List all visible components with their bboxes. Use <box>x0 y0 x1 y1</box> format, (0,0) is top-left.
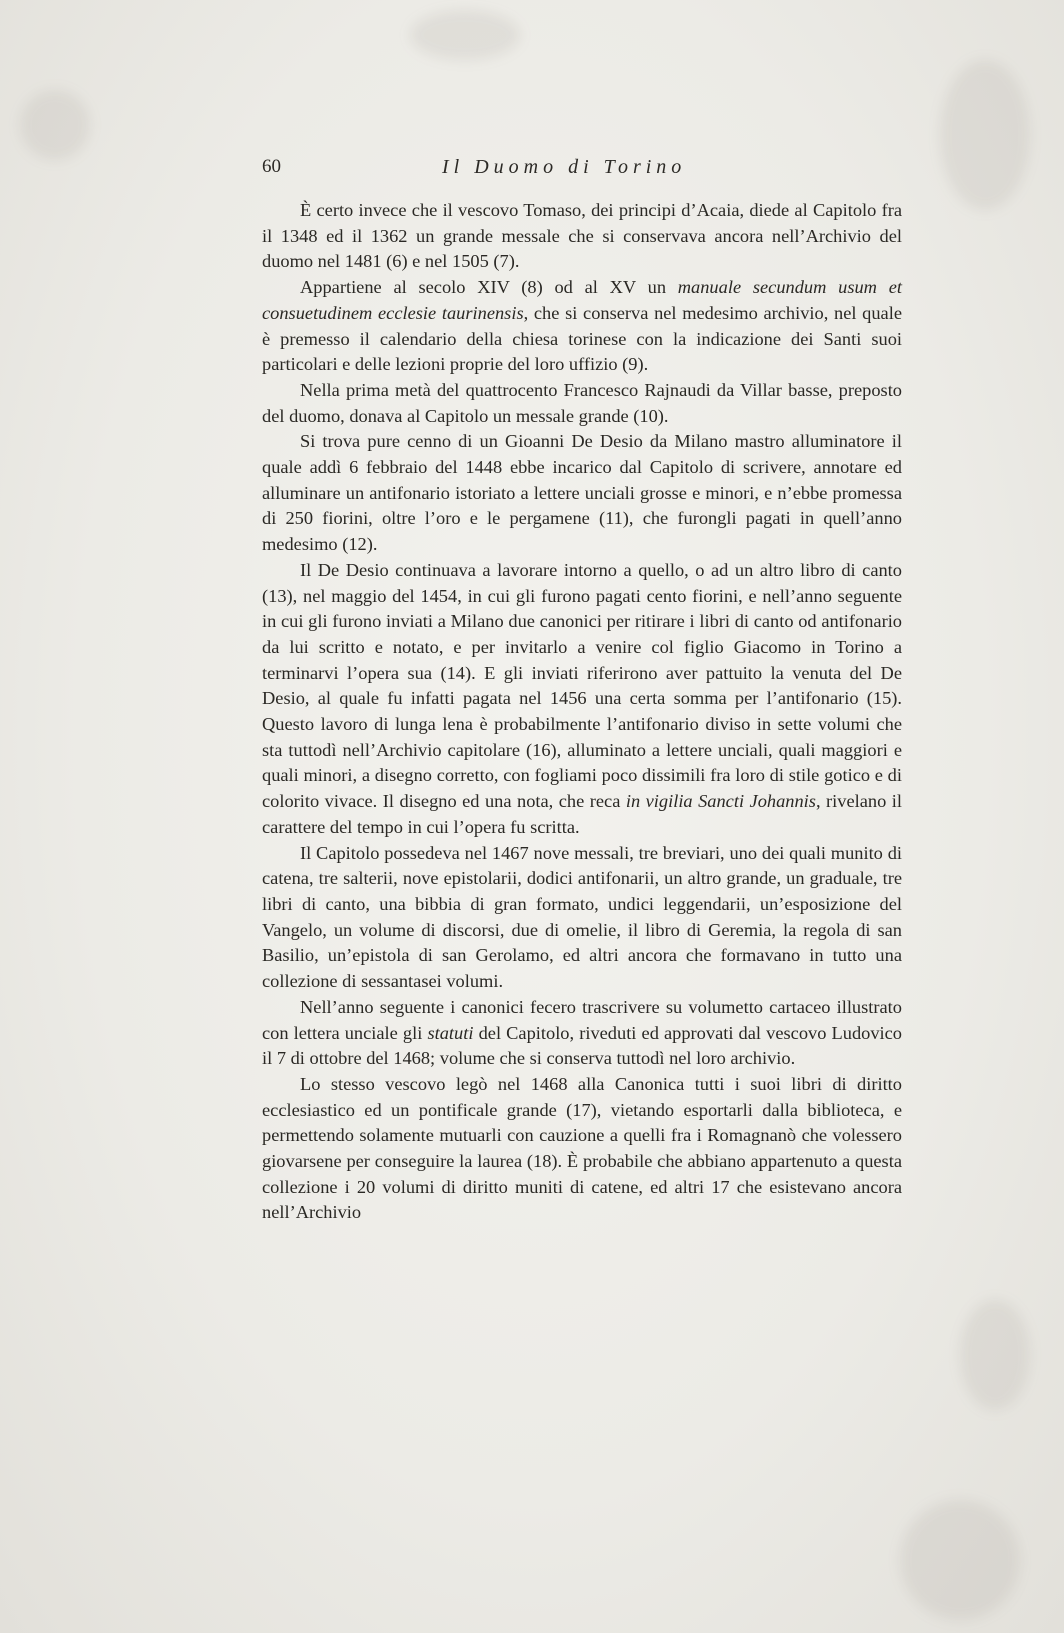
paragraph <box>262 558 902 841</box>
page-header <box>262 156 902 184</box>
text-run: , che si conserva nel medesimo archivio, nel quale è premesso il calendario della chiesa torinese con la indicazione dei Santi suoi particolari e delle lezioni proprie del loro uffizio (9). <box>262 302 902 375</box>
paragraph <box>262 995 902 1072</box>
paragraph <box>262 429 902 558</box>
text-run: È certo invece che il vescovo Tomaso, dei principi d’Acaia, diede al Capitolo fra il 1348 ed il 1362 un grande messale che si conservava ancora nell’Archivio del duomo nel 1481 (6) e nel 1505 (7). <box>262 200 902 272</box>
page-stain <box>940 60 1030 210</box>
paragraph <box>262 841 902 995</box>
page-stain <box>20 90 90 160</box>
text-run: Il Capitolo possedeva nel 1467 nove messali, tre breviari, uno dei quali munito di catena, tre salterii, nove epistolarii, dodici antifonarii, un altro grande, un graduale, tre libri di canto, una bibbia di gran formato, undici leggendarii, un’esposizione del Vangelo, un volume di discorsi, due di omelie, il libro di Geremia, la regola di san Basilio, un’epistola di san Gerolamo, ed altri ancora che formavano in tutto una collezione di sessantasei volumi. <box>262 842 902 992</box>
text-run: Si trova pure cenno di un Gioanni De Desio da Milano mastro alluminatore il quale addì 6 febbraio del 1448 ebbe incarico dal Capitolo di scrivere, annotare ed alluminare un antifonario istoriato a lettere unciali grosse e minori, e n’ebbe promessa di 250 fiorini, oltre l’oro e le pergamene (11), che furongli pagati in quell’anno medesimo (12). <box>262 431 902 555</box>
text-run: , rivelano il carattere del tempo in cui l’opera fu scritta. <box>262 791 902 837</box>
text-run: Appartiene al secolo XIV (8) od al XV un <box>300 277 678 298</box>
page-stain <box>410 10 520 60</box>
page-stain <box>960 1300 1030 1410</box>
text-run: Nella prima metà del quattrocento Francesco Rajnaudi da Villar basse, preposto del duomo, donava al Capitolo un messale grande (10). <box>262 379 902 426</box>
italic-phrase: statuti <box>427 1022 474 1043</box>
text-run: del Capitolo, riveduti ed approvati dal vescovo Ludovico il 7 di ottobre del 1468; volume che si conserva tuttodì nel loro archivio. <box>262 1022 902 1069</box>
text-run: Il De Desio continuava a lavorare intorno a quello, o ad un altro libro di canto (13), nel maggio del 1454, in cui gli furono pagati cento fiorini, e nell’anno seguente in cui gli furono inviati a Milano due canonici per ritirare i libri di canto od antifonario da lui scritto e notato, e per invitarlo a venire col figlio Giacomo in Torino a terminarvi l’opera sua (14). E gli inviati riferirono aver pattuito la venuta del De Desio, al quale fu infatti pagata nel 1456 una certa somma per l’antifonario (15). Questo lavoro di lunga lena è probabilmente l’antifonario diviso in sette volumi che sta tuttodì nell’Archivio capitolare (16), alluminato a lettere unciali, quali maggiori e quali minori, a disegno corretto, con fogliami poco dissimili fra loro di stile gotico e di colorito vivace. Il disegno ed una nota, che reca <box>262 559 902 812</box>
italic-phrase: in vigilia Sancti Johannis <box>625 791 816 812</box>
running-title: Il Duomo di Torino <box>442 156 687 178</box>
paragraph <box>262 198 902 275</box>
paragraph <box>262 378 902 429</box>
text-run: Lo stesso vescovo legò nel 1468 alla Canonica tutti i suoi libri di diritto ecclesiastico ed un pontificale grande (17), vietando esportarli dalla biblioteca, e permettendo solamente mutuarli con cauzione a quelli fra i Romagnanò che volessero giovarsene per conseguire la laurea (18). È probabile che abbiano appartenuto a questa collezione i 20 volumi di diritto muniti di catene, ed altri 17 che esistevano ancora nell’Archivio <box>262 1073 902 1223</box>
text-run: Nell’anno seguente i canonici fecero trascrivere su volumetto cartaceo illustrato con lettera unciale gli <box>262 996 902 1043</box>
page-number: 60 <box>262 156 281 177</box>
paragraph <box>262 1072 902 1226</box>
italic-phrase: manuale secundum usum et consuetudinem ecclesie taurinensis <box>262 277 902 323</box>
body-text <box>262 198 902 1226</box>
paragraph <box>262 275 902 378</box>
page-stain <box>900 1500 1020 1620</box>
